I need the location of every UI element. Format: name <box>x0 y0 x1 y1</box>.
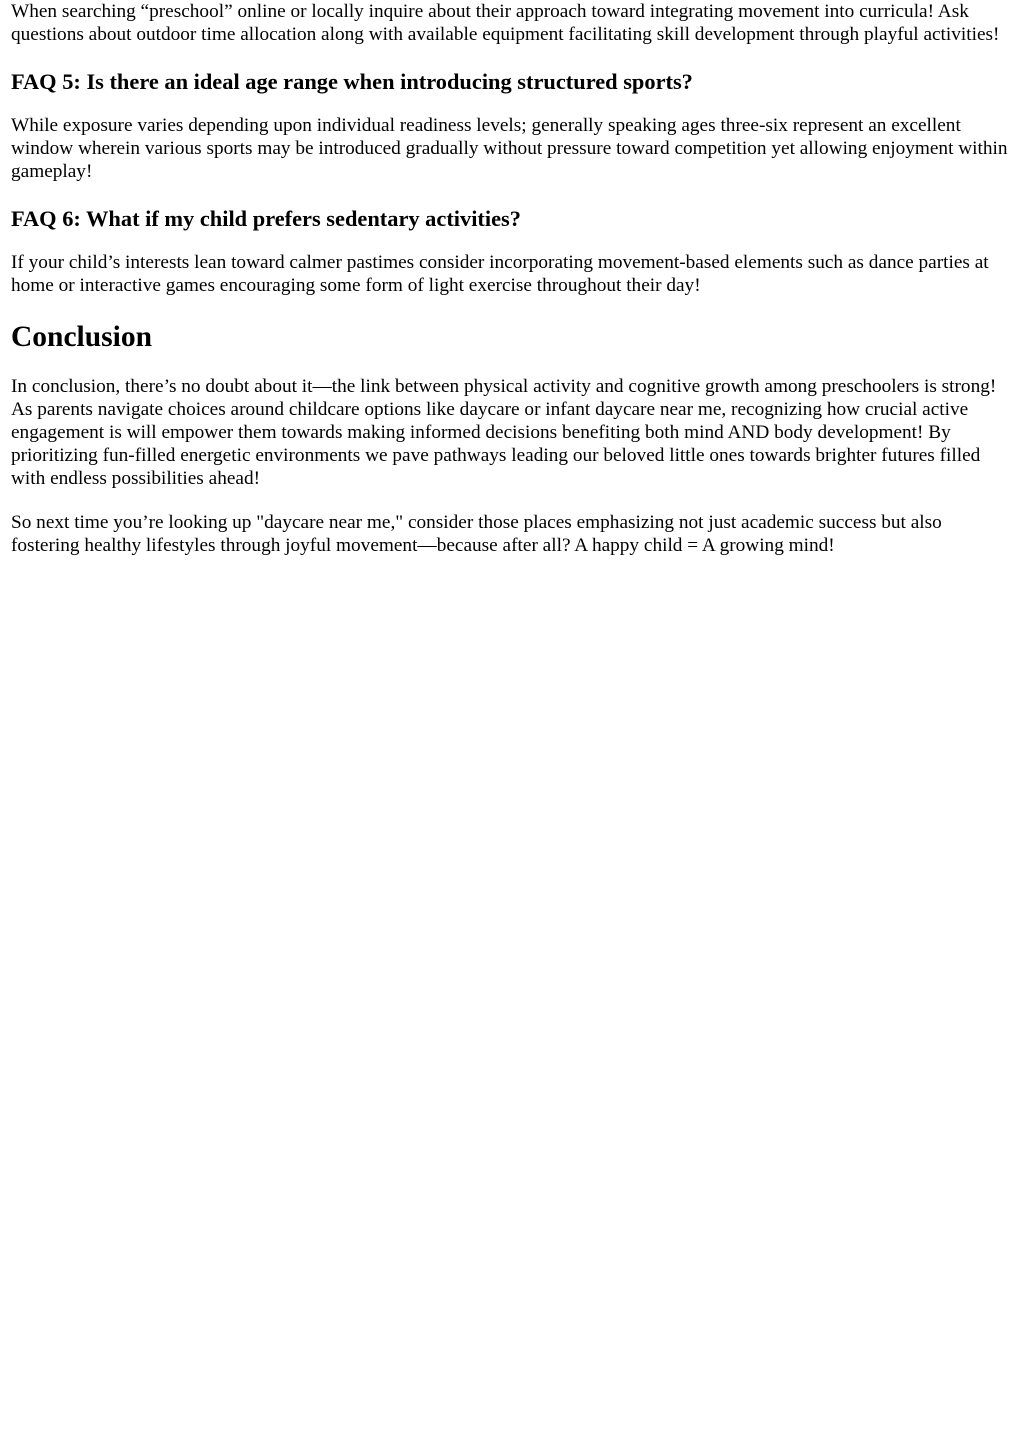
faq5-heading: FAQ 5: Is there an ideal age range when introducing structured sports? <box>11 69 693 94</box>
faq6-heading: FAQ 6: What if my child prefers sedentary activities? <box>11 206 521 231</box>
faq6-answer: If your child’s interests lean toward calmer pastimes consider incorporating movement-based elements such as dance parties at home or interactive games encouraging some form of light exercise throughout their day! <box>11 252 989 296</box>
conclusion-paragraph-1: In conclusion, there’s no doubt about it—the link between physical activity and cognitive growth among preschoolers is strong! As parents navigate choices around childcare options like daycare or infant daycare near me, recognizing how crucial active engagement is will empower them towards making informed decisions benefiting both mind AND body development! By prioritizing fun-filled energetic environments we pave pathways leading our beloved little ones towards brighter futures filled with endless possibilities ahead! <box>11 376 997 489</box>
intro-paragraph: When searching “preschool” online or locally inquire about their approach toward integrating movement into curricula! Ask questions about outdoor time allocation along with available equipment facilitating skill development through playful activities! <box>11 1 1000 45</box>
conclusion-heading: Conclusion <box>11 321 152 353</box>
document-body <box>11 0 1013 557</box>
faq5-answer: While exposure varies depending upon individual readiness levels; generally speaking ages three-six represent an excellent window wherein various sports may be introduced gradually without pressure toward competition yet allowing enjoyment within gameplay! <box>11 115 1008 182</box>
conclusion-paragraph-2: So next time you’re looking up "daycare near me," consider those places emphasizing not just academic success but also fostering healthy lifestyles through joyful movement—because after all? A happy child = A growing mind! <box>11 512 942 556</box>
